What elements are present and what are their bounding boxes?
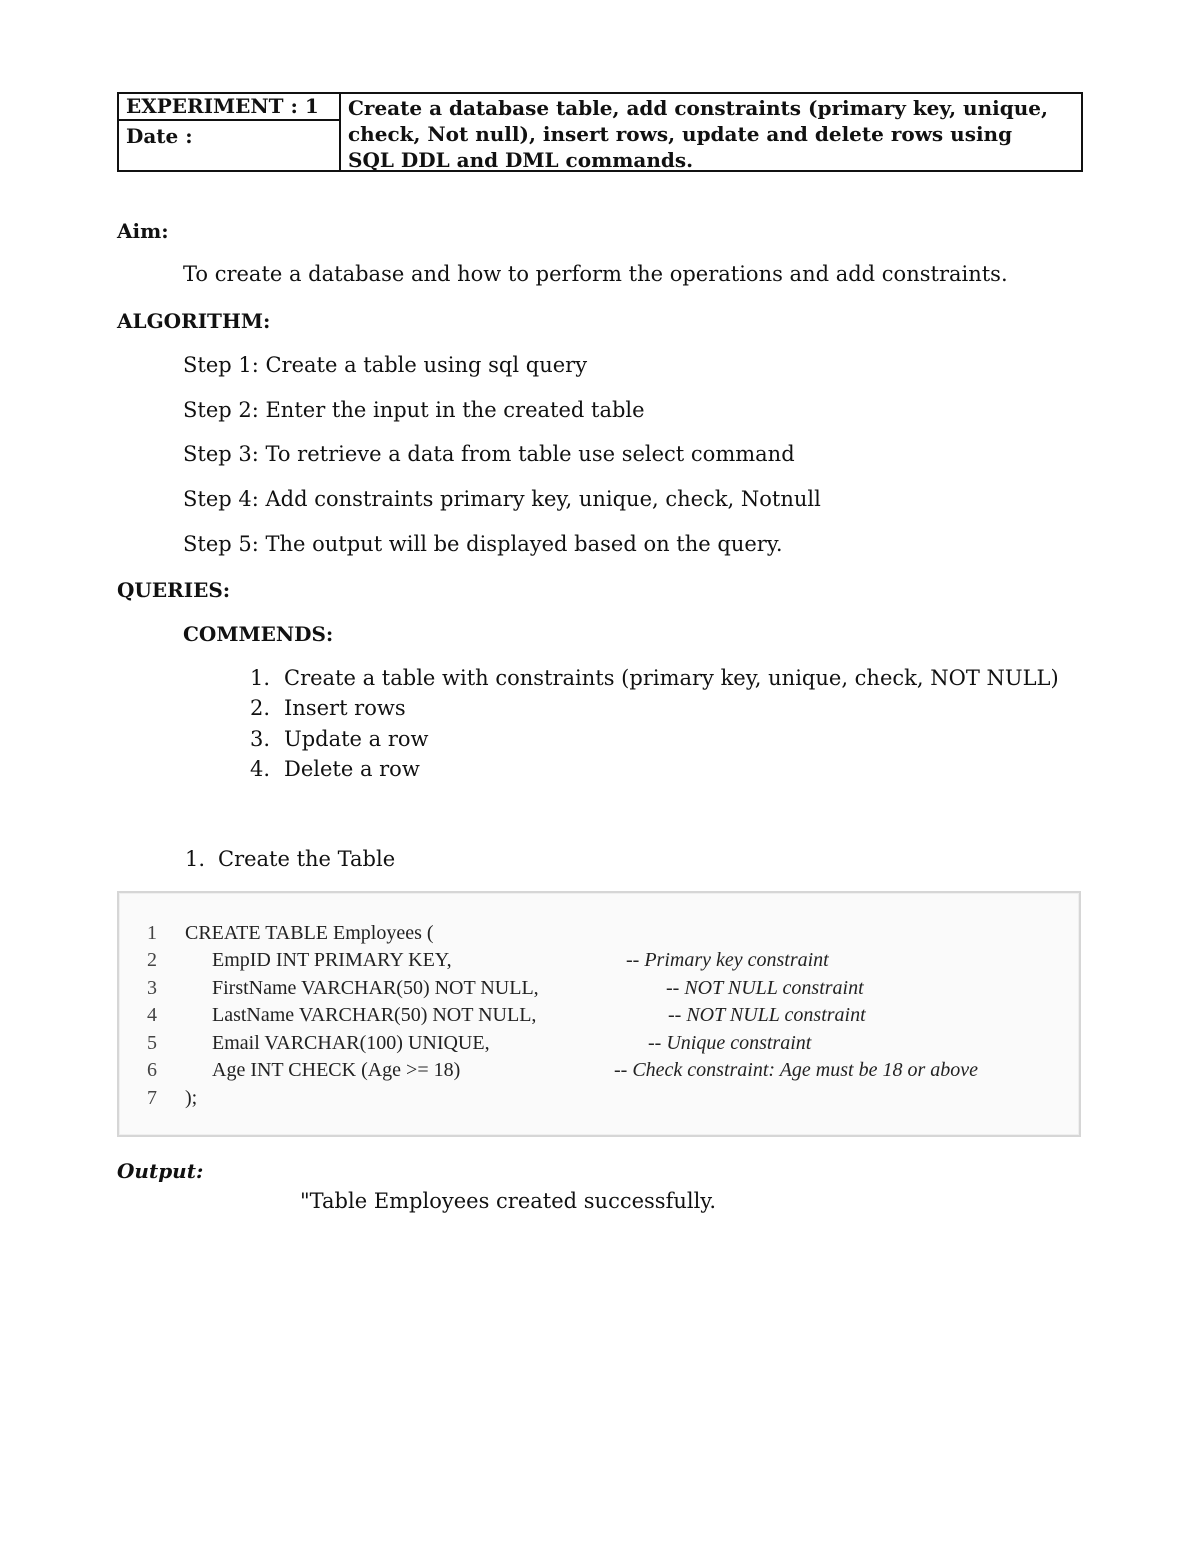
code-comment: -- Unique constraint [648,1032,812,1054]
code-line: EmpID INT PRIMARY KEY, [212,949,452,971]
line-number: 4 [147,1004,157,1026]
code-comment: -- NOT NULL constraint [668,1004,866,1026]
line-number: 5 [147,1032,157,1054]
line-number: 1 [147,922,157,944]
algorithm-step: Step 1: Create a table using sql query [183,353,588,377]
output-heading: Output: [117,1159,204,1183]
line-number: 7 [147,1087,157,1109]
line-number: 2 [147,949,157,971]
code-line: CREATE TABLE Employees ( [185,922,434,944]
experiment-title-line: Create a database table, add constraints (primary key, unique, [348,96,1048,120]
list-item: Delete a row [284,757,420,781]
output-text: "Table Employees created successfully. [300,1189,717,1213]
algorithm-step: Step 2: Enter the input in the created table [183,398,645,422]
code-comment: -- Primary key constraint [626,949,829,971]
line-number: 6 [147,1059,157,1081]
queries-heading: QUERIES: [117,578,231,602]
line-number: 3 [147,977,157,999]
list-item: Create a table with constraints (primary key, unique, check, NOT NULL) [284,666,1059,690]
code-line: Age INT CHECK (Age >= 18) [212,1059,461,1081]
experiment-header-table [117,92,1083,172]
experiment-number: EXPERIMENT : 1 [119,94,339,121]
algorithm-heading: ALGORITHM: [117,309,271,333]
code-line: ); [185,1087,198,1109]
aim-text: To create a database and how to perform the operations and add constraints. [183,262,1008,286]
commands-subheading: COMMENDS: [183,622,334,646]
experiment-title-line: check, Not null), insert rows, update and delete rows using [348,122,1013,146]
aim-heading: Aim: [117,219,169,243]
code-comment: -- Check constraint: Age must be 18 or above [614,1059,978,1081]
list-item-number: 2. [250,696,271,720]
algorithm-step: Step 4: Add constraints primary key, unique, check, Notnull [183,487,821,511]
code-line: Email VARCHAR(100) UNIQUE, [212,1032,490,1054]
code-block [117,891,1081,1137]
code-comment: -- NOT NULL constraint [666,977,864,999]
header-left-column [119,94,341,170]
algorithm-step: Step 3: To retrieve a data from table use select command [183,442,795,466]
algorithm-step: Step 5: The output will be displayed based on the query. [183,532,783,556]
date-label: Date : [126,124,193,148]
code-line: LastName VARCHAR(50) NOT NULL, [212,1004,537,1026]
list-item-number: 3. [250,727,271,751]
section-title: Create the Table [218,847,396,871]
list-item: Insert rows [284,696,406,720]
code-line: FirstName VARCHAR(50) NOT NULL, [212,977,539,999]
list-item-number: 1. [250,666,271,690]
list-item: Update a row [284,727,429,751]
list-item-number: 4. [250,757,271,781]
section-number: 1. [185,847,206,871]
experiment-title-line: SQL DDL and DML commands. [348,148,694,172]
experiment-title [348,95,1074,173]
